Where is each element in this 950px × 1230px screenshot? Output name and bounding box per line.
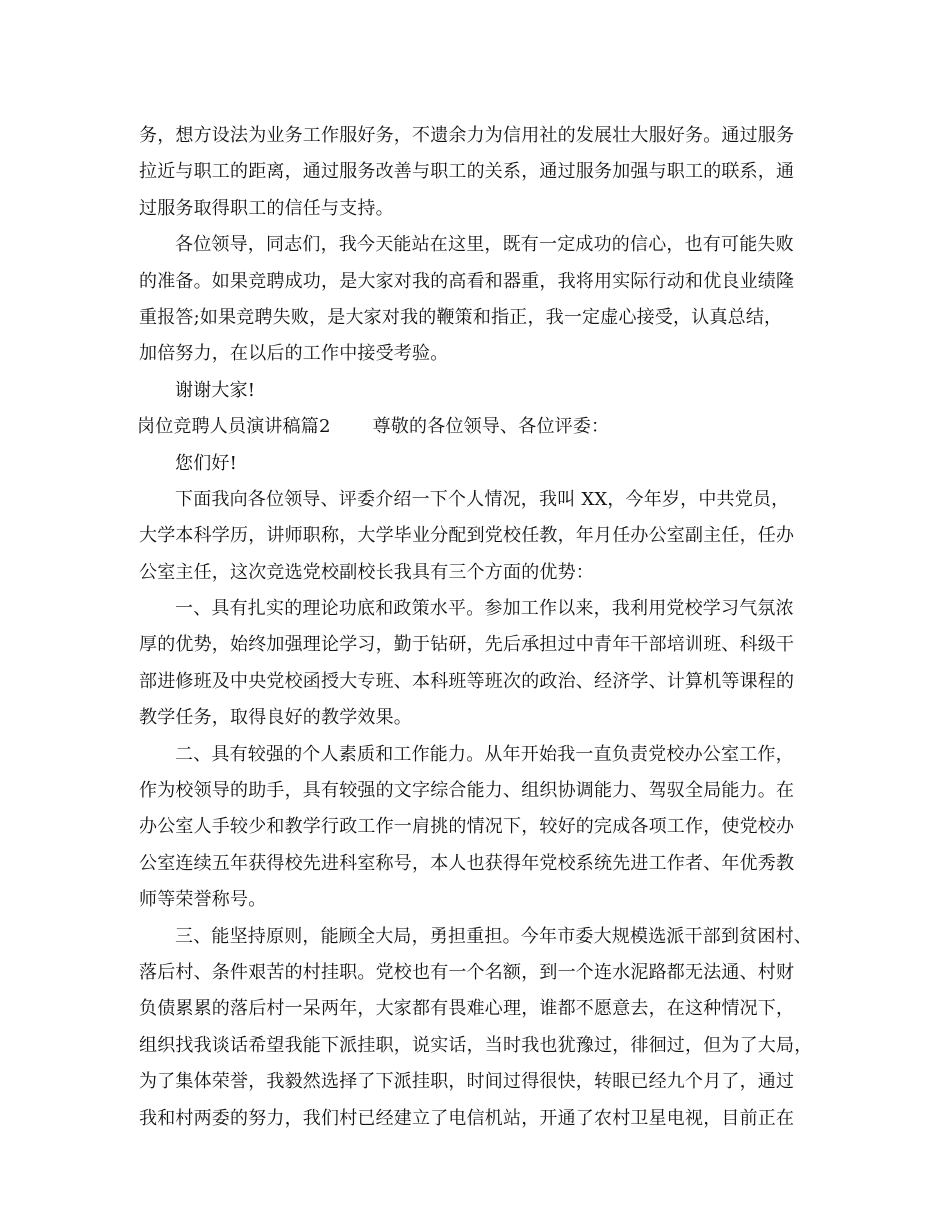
- section-title: 岗位竞聘人员演讲稿篇2: [137, 416, 331, 438]
- text-line: 过服务取得职工的信任与支持。: [139, 197, 394, 219]
- paragraph-intro: [139, 482, 815, 591]
- text-line: 负债累累的落后村一呆两年，大家都有畏难心理，谁都不愿意去，在这种情况下，: [139, 998, 795, 1020]
- text-line: 我和村两委的努力，我们村已经建立了电信机站，开通了农村卫星电视，目前正在: [139, 1107, 795, 1129]
- text-line: 作为校领导的助手，具有较强的文字综合能力、组织协调能力、驾驭全局能力。在: [139, 780, 795, 802]
- text-line: 的准备。如果竞聘成功，是大家对我的高看和器重，我将用实际行动和优良业绩隆: [139, 270, 795, 292]
- text-line: 公室主任，这次竞选党校副校长我具有三个方面的优势：: [139, 561, 594, 583]
- text-line: 教学任务，取得良好的教学效果。: [139, 707, 412, 729]
- paragraph-service: [139, 118, 815, 227]
- text-line: 二、具有较强的个人素质和工作能力。从年开始我一直负责党校办公室工作，: [175, 743, 794, 765]
- text-line: 务，想方设法为业务工作服好务，不遗余力为信用社的发展壮大服好务。通过服务: [139, 125, 795, 146]
- section-heading: [137, 409, 815, 445]
- text-line: 加倍努力，在以后的工作中接受考验。: [139, 343, 449, 365]
- text-line: 落后村、条件艰苦的村挂职。党校也有一个名额，到一个连水泥路都无法通、村财: [139, 961, 795, 983]
- document-body: [139, 118, 815, 1137]
- text-line: 下面我向各位领导、评委介绍一下个人情况，我叫 XX，今年岁，中共党员，: [175, 488, 790, 510]
- paragraph-closing: [139, 227, 815, 373]
- text-line: 师等荣誉称号。: [139, 889, 267, 911]
- text-line: 组织找我谈话希望我能下派挂职，说实话，当时我也犹豫过，徘徊过，但为了大局，: [139, 1034, 813, 1056]
- text-line: 三、能坚持原则，能顾全大局，勇担重担。今年市委大规模选派干部到贫困村、: [175, 925, 812, 947]
- text-line: 拉近与职工的距离，通过服务改善与职工的关系，通过服务加强与职工的联系，通: [139, 161, 795, 183]
- paragraph-advantage-one: [139, 591, 815, 737]
- paragraph-advantage-two: [139, 737, 815, 919]
- greeting-line: 您们好!: [175, 452, 238, 474]
- text-line: 办公室人手较少和教学行政工作一肩挑的情况下，较好的完成各项工作，使党校办: [139, 816, 795, 838]
- text-line: 厚的优势，始终加强理论学习，勤于钻研，先后承担过中青年干部培训班、科级干: [139, 634, 795, 656]
- text-line: 部进修班及中央党校函授大专班、本科班等班次的政治、经济学、计算机等课程的: [139, 670, 795, 692]
- thanks-line: 谢谢大家!: [175, 379, 256, 401]
- text-line: 大学本科学历，讲师职称，大学毕业分配到党校任教，年月任办公室副主任，任办: [139, 525, 795, 547]
- text-line: 公室连续五年获得校先进科室称号，本人也获得年党校系统先进工作者、年优秀教: [139, 852, 795, 874]
- text-line: 各位领导，同志们，我今天能站在这里，既有一定成功的信心，也有可能失败: [175, 234, 794, 256]
- text-line: 一、具有扎实的理论功底和政策水平。参加工作以来，我利用党校学习气氛浓: [175, 598, 794, 620]
- text-line: 为了集体荣誉，我毅然选择了下派挂职，时间过得很快，转眼已经九个月了，通过: [139, 1071, 795, 1093]
- text-line: 重报答;如果竞聘失败，是大家对我的鞭策和指正，我一定虚心接受，认真总结，: [139, 306, 783, 328]
- paragraph-advantage-three: [139, 919, 815, 1137]
- salutation: 尊敬的各位领导、各位评委：: [372, 416, 610, 438]
